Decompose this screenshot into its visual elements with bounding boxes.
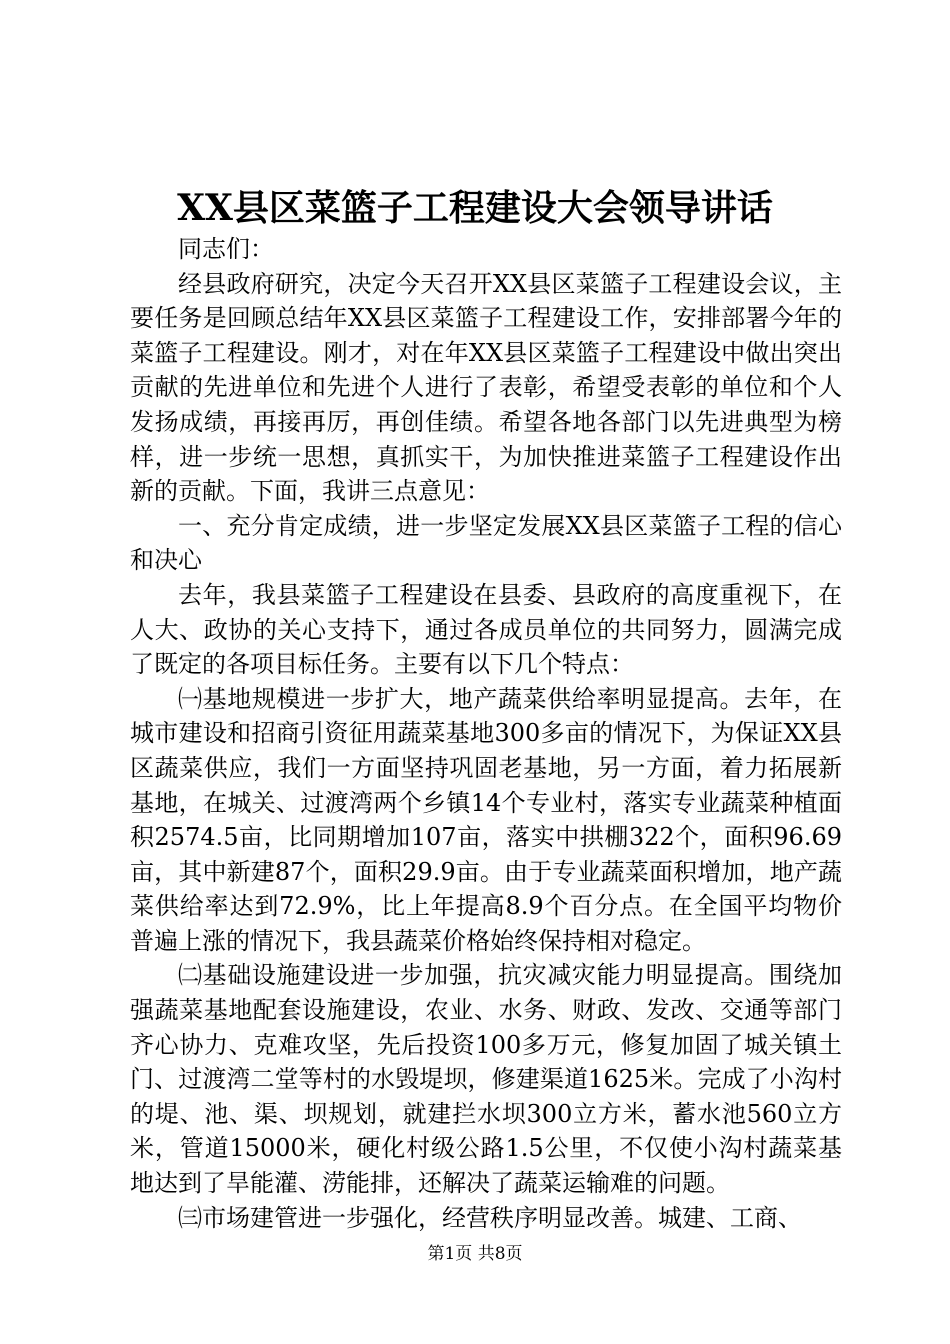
intro-paragraph: 经县政府研究，决定今天召开XX县区菜篮子工程建设会议，主要任务是回顾总结年XX县区菜篮子工程建设工作，安排部署今年的菜篮子工程建设。刚才，对在年XX县区菜篮子工程建设中做出突出贡献的先进单位和先进个人进行了表彰，希望受表彰的单位和个人发扬成绩，再接再厉，再创佳绩。希望各地各部门以先进典型为榜样，进一步统一思想，真抓实干，为加快推进菜篮子工程建设作出新的贡献。下面，我讲三点意见： bbox=[130, 269, 842, 506]
body-paragraph: ㈡基础设施建设进一步加强，抗灾减灾能力明显提高。围绕加强蔬菜基地配套设施建设，农业、水务、财政、发改、交通等部门齐心协力、克难攻坚，先后投资100多万元，修复加固了城关镇土门、过渡湾二堂等村的水毁堤坝，修建渠道1625米。完成了小沟村的堤、池、渠、坝规划，就建拦水坝300立方米，蓄水池560立方米，管道15000米，硬化村级公路1.5公里，不仅使小沟村蔬菜基地达到了旱能灌、涝能排，还解决了蔬菜运输难的问题。 bbox=[130, 961, 842, 1198]
document-body bbox=[130, 232, 842, 1235]
page-footer: 第1页 共8页 bbox=[427, 1244, 523, 1264]
salutation-paragraph: 同志们： bbox=[178, 235, 274, 263]
body-paragraph: ㈠基地规模进一步扩大，地产蔬菜供给率明显提高。去年，在城市建设和招商引资征用蔬菜基地300多亩的情况下，为保证XX县区蔬菜供应，我们一方面坚持巩固老基地，另一方面，着力拓展新基地，在城关、过渡湾两个乡镇14个专业村，落实专业蔬菜种植面积2574.5亩，比同期增加107亩，落实中拱棚322个，面积96.69亩，其中新建87个，面积29.9亩。由于专业蔬菜面积增加，地产蔬菜供给率达到72.9%，比上年提高8.9个百分点。在全国平均物价普遍上涨的情况下，我县蔬菜价格始终保持相对稳定。 bbox=[130, 684, 842, 955]
document-title: XX县区菜篮子工程建设大会领导讲话 bbox=[177, 187, 773, 229]
body-paragraph: ㈢市场建管进一步强化，经营秩序明显改善。城建、工商、 bbox=[178, 1203, 802, 1232]
body-paragraph: 去年，我县菜篮子工程建设在县委、县政府的高度重视下，在人大、政协的关心支持下，通过各成员单位的共同努力，圆满完成了既定的各项目标任务。主要有以下几个特点： bbox=[130, 580, 842, 679]
section-heading: 一、充分肯定成绩，进一步坚定发展XX县区菜篮子工程的信心和决心 bbox=[130, 511, 842, 575]
